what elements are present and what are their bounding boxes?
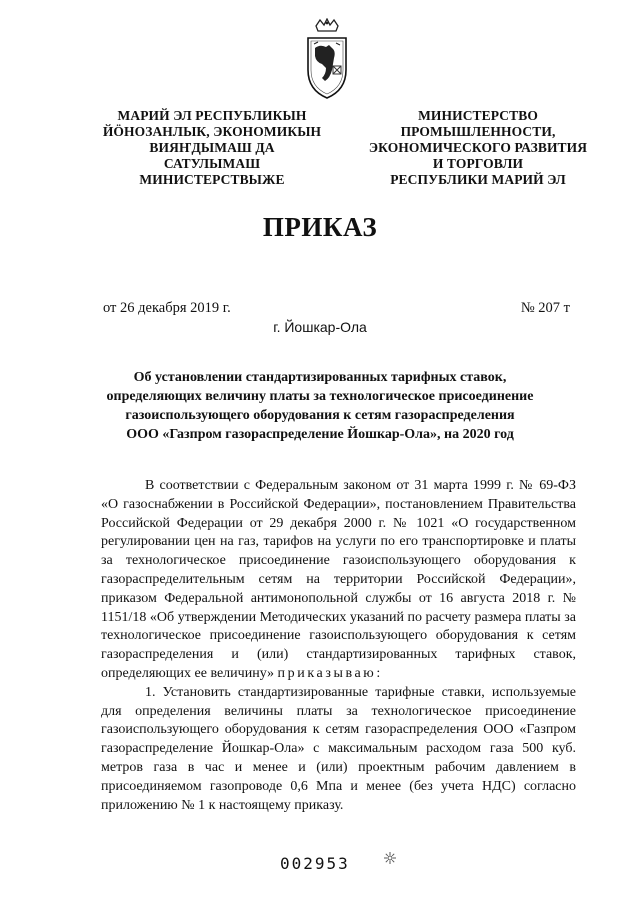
document-title: ПРИКАЗ (262, 212, 378, 242)
paragraph-item-1: 1. Установить стандартизированные тарифные ставки, используемые для определения величины платы за технологическое присоединение газоиспользующего оборудования к сетям газораспределения ООО «Газпром газораспределение Йошкар-Ола» с максимальным расходом газа 500 куб. метров газа в час и менее и (или) проектным рабочим давлением в присоединяемом газопроводе 0,6 Мпа и менее (без учета НДС) согласно приложению № 1 к настоящему приказу. (101, 684, 576, 813)
document-body (101, 477, 576, 815)
document-city: г. Йошкар-Ола (273, 319, 367, 335)
paragraph-preamble (101, 477, 576, 684)
document-subject: Об установлении стандартизированных тарифных ставок, определяющих величину платы за технологическое присоединение газоиспользующего оборудования к сетям газораспределения ООО «Газпром газораспределение Йошкар-Ола», на 2020 год (106, 370, 534, 442)
ministry-name-mari: МАРИЙ ЭЛ РЕСПУБЛИКЫН ЙӦНОЗАНЛЫК, ЭКОНОМИКЫН ВИЯҤДЫМАШ ДА САТУЛЫМАШ МИНИСТЕРСТВЫЖЕ (102, 108, 322, 187)
asterisk-mark-icon (384, 852, 396, 864)
document-number: № 207 т (520, 300, 570, 316)
order-word: приказываю: (277, 665, 383, 681)
preamble-text: В соответствии с Федеральным законом от 31 марта 1999 г. № 69-ФЗ «О газоснабжении в Российской Федерации», постановлением Правительства Российской Федерации от 29 декабря 2000 г. № 1021 «О государственном регулировании цен на газ, тарифов на услуги по его транспортировке и платы за технологическое присоединение газоиспользующего оборудования к газораспределительным сетям на территории Российской Федерации», приказом Федеральной антимонопольной службы от 16 августа 2018 г. № 1151/18 «Об утверждении Методических указаний по расчету размера платы за технологическое присоединение газоиспользующего оборудования к сетям газораспределения и (или) стандартизированных тарифных ставок, определяющих ее величину» (101, 478, 576, 681)
document-date: от 26 декабря 2019 г. (103, 300, 231, 316)
ministry-name-russian: МИНИСТЕРСТВО ПРОМЫШЛЕННОСТИ, ЭКОНОМИЧЕСКОГО РАЗВИТИЯ И ТОРГОВЛИ РЕСПУБЛИКИ МАРИЙ ЭЛ (368, 108, 588, 187)
coat-of-arms-icon (302, 18, 352, 100)
serial-number: 002953 (280, 854, 350, 873)
